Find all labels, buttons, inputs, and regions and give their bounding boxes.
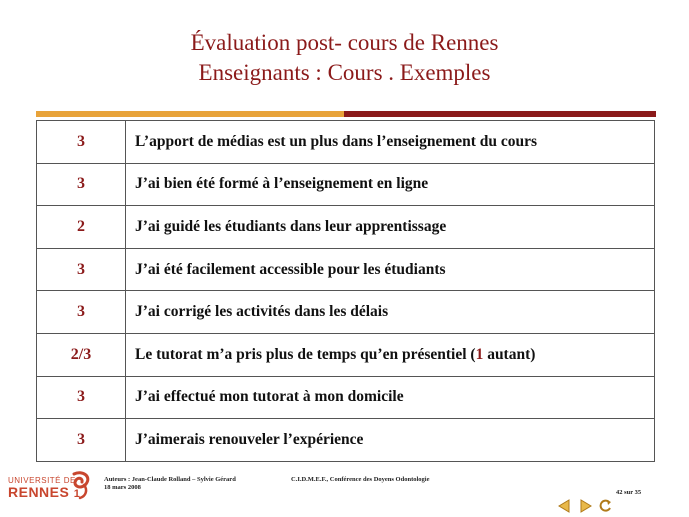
page-number: 42 sur 35 <box>616 489 642 496</box>
evaluation-table <box>36 120 655 462</box>
score-cell: 3 <box>37 248 126 291</box>
statement-cell: J’aimerais renouveler l’expérience <box>126 419 655 462</box>
statement-cell: J’ai effectué mon tutorat à mon domicile <box>126 376 655 419</box>
table-row <box>37 206 655 249</box>
footer-authors: Auteurs : Jean-Claude Rolland – Sylvie Gérard <box>104 476 236 483</box>
score-cell: 3 <box>37 291 126 334</box>
table-row <box>37 419 655 462</box>
slide-title-line2: Enseignants : Cours . Exemples <box>198 60 491 85</box>
score-cell: 2/3 <box>37 333 126 376</box>
footer-conference: C.I.D.M.E.F., Conférence des Doyens Odontologie <box>291 476 430 483</box>
slide-title <box>0 28 689 88</box>
university-logo <box>8 470 94 504</box>
statement-highlight-number: 1 <box>475 345 484 363</box>
score-cell: 3 <box>37 419 126 462</box>
footer-date: 18 mars 2008 <box>104 484 141 491</box>
statement-cell <box>126 333 655 376</box>
statement-cell: J’ai guidé les étudiants dans leur apprentissage <box>126 206 655 249</box>
statement-cell: J’ai bien été formé à l’enseignement en ligne <box>126 163 655 206</box>
logo-name: RENNES <box>8 484 70 500</box>
logo-ermine-icon <box>68 470 94 500</box>
score-cell: 3 <box>37 121 126 164</box>
title-rule-left <box>36 111 344 117</box>
statement-cell: J’ai été facilement accessible pour les étudiants <box>126 248 655 291</box>
statement-text-before: Le tutorat m’a pris plus de temps qu’en présentiel ( <box>135 345 476 363</box>
title-rule-right <box>344 111 656 117</box>
table-row <box>37 248 655 291</box>
score-cell: 2 <box>37 206 126 249</box>
prev-arrow-icon[interactable] <box>557 499 571 513</box>
statement-text-after: autant) <box>483 345 536 363</box>
table-row <box>37 376 655 419</box>
table-row <box>37 121 655 164</box>
table-row <box>37 333 655 376</box>
return-icon[interactable] <box>599 499 613 513</box>
score-cell: 3 <box>37 376 126 419</box>
table-row <box>37 163 655 206</box>
score-cell: 3 <box>37 163 126 206</box>
logo-number: 1 <box>73 488 81 500</box>
next-arrow-icon[interactable] <box>579 499 593 513</box>
statement-cell: L’apport de médias est un plus dans l’enseignement du cours <box>126 121 655 164</box>
statement-cell: J’ai corrigé les activités dans les délais <box>126 291 655 334</box>
table-row <box>37 291 655 334</box>
slide-title-line1: Évaluation post- cours de Rennes <box>190 30 499 55</box>
logo-top-text: UNIVERSITÉ DE <box>8 476 76 485</box>
slide-navigation <box>557 499 617 513</box>
